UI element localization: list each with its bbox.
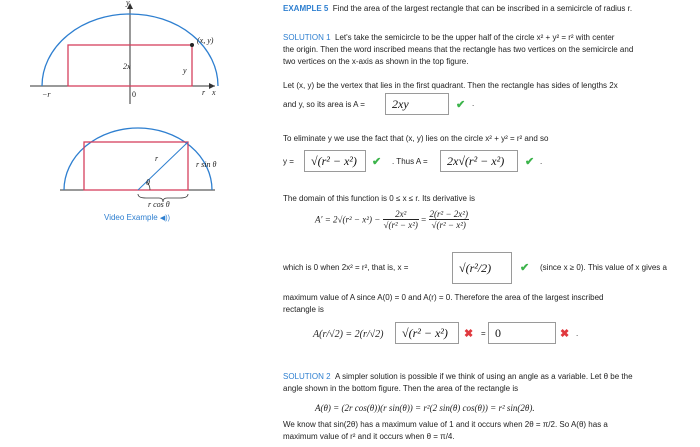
width-label: 2x [123, 62, 131, 71]
period: . [472, 99, 475, 108]
max-box1-value: √(r² − x²) [402, 326, 448, 340]
solution2-p2-line2: maximum value of r² and it occurs when θ = π/4. [283, 432, 455, 441]
solution2-p1-line2: angle shown in the bottom figure. Then the area of the rectangle is [283, 384, 519, 393]
minus-r-label: −r [42, 90, 51, 99]
solution1-p4: The domain of this function is 0 ≤ x ≤ r. Its derivative is [283, 194, 475, 203]
period3: . [576, 329, 579, 338]
area-answer-value: 2xy [392, 97, 409, 111]
solution1-p6-line1: maximum value of A since A(0) = 0 and A(r) = 0. Therefore the area of the largest inscribed [283, 293, 604, 302]
thus-label: . Thus A = [392, 157, 428, 166]
max-box1-cross-icon: ✖ [464, 328, 474, 340]
deriv-lhs: A′ = 2√(r² − x²) − [315, 214, 381, 225]
solution1-p2-line1: Let (x, y) be the vertex that lies in the first quadrant. Then the rectangle has sides of lengths 2x [283, 81, 618, 90]
top-semicircle-diagram [30, 0, 220, 110]
bottom-figure [60, 120, 220, 210]
deriv-frac1-num: 2x² [383, 209, 419, 220]
derivative-equation [315, 209, 469, 230]
speaker-icon: ◀)) [159, 215, 170, 222]
theta-label: θ [146, 178, 150, 187]
x-answer-box[interactable] [452, 252, 512, 284]
y-eq-label: y = [283, 157, 294, 166]
A-answer-value: 2x√(r² − x²) [447, 154, 505, 168]
solution1-p5-post: (since x ≥ 0). This value of x gives a [540, 263, 667, 272]
r-label: r [202, 88, 206, 97]
bottom-rectangle [84, 142, 188, 190]
max-box2[interactable] [488, 322, 556, 344]
vertex-label: (x, y) [197, 36, 214, 45]
top-figure [30, 0, 220, 110]
max-box2-cross-icon: ✖ [560, 328, 570, 340]
max-box2-value: 0 [495, 326, 501, 340]
r-sin-label: r sin θ [196, 160, 217, 169]
video-example-label: Video Example [104, 213, 158, 222]
deriv-frac1 [383, 209, 419, 230]
solution1-p3-line1: To eliminate y we use the fact that (x, y) lies on the circle x² + y² = r² and so [283, 134, 549, 143]
x-answer-value: √(r²/2) [459, 261, 492, 275]
period2: . [540, 157, 543, 166]
y-check-icon: ✔ [372, 156, 382, 168]
example-statement: Find the area of the largest rectangle that can be inscribed in a semicircle of radius r. [332, 4, 633, 13]
solution1-heading: SOLUTION 1 [283, 33, 331, 42]
video-example-link[interactable] [104, 213, 170, 222]
origin-label: 0 [132, 90, 136, 99]
y-answer-value: √(r² − x²) [311, 154, 357, 168]
solution1-p1-line2: the origin. Then the word inscribed means that the rectangle has two vertices on the semicircle and [283, 45, 634, 54]
solution2-formula: A(θ) = (2r cos(θ))(r sin(θ)) = r²(2 sin(θ) cos(θ)) = r² sin(2θ). [315, 403, 535, 413]
bottom-semicircle [64, 128, 212, 190]
x-check-icon: ✔ [520, 262, 530, 274]
area-answer-box[interactable] [385, 93, 449, 115]
solution1-p6-line2: rectangle is [283, 305, 324, 314]
top-y-axis-label: y [126, 0, 130, 7]
y-answer-box[interactable] [304, 150, 366, 172]
max-eq: = [481, 329, 486, 338]
max-lhs: A(r/√2) = 2(r/√2) [313, 329, 384, 340]
x-axis-label: x [212, 88, 216, 97]
A-check-icon: ✔ [525, 156, 535, 168]
deriv-frac2 [429, 209, 469, 230]
solution2-p1-line1: A simpler solution is possible if we think of using an angle as a variable. Let θ be the [335, 372, 633, 381]
solution2-heading: SOLUTION 2 [283, 372, 331, 381]
deriv-eq: = [421, 214, 427, 225]
max-box1[interactable] [395, 322, 459, 344]
height-label: y [183, 66, 187, 75]
radius-label: r [155, 154, 159, 163]
solution1-p1-line3: two vertices on the x-axis as shown in the top figure. [283, 57, 469, 66]
A-answer-box[interactable] [440, 150, 518, 172]
deriv-frac1-den: √(r² − x²) [383, 220, 418, 230]
example-heading: EXAMPLE 5 [283, 4, 329, 13]
deriv-frac2-num: 2(r² − 2x²) [429, 209, 468, 219]
solution1-p5-pre: which is 0 when 2x² = r², that is, x = [283, 263, 409, 272]
solution1-p2-line2: and y, so its area is A = [283, 100, 365, 109]
area-check-icon: ✔ [456, 99, 466, 111]
solution2-p2-line1: We know that sin(2θ) has a maximum value of 1 and it occurs when 2θ = π/2. So A(θ) has a [283, 420, 608, 429]
vertex-point [190, 43, 194, 47]
solution1-p1-line1: Let's take the semicircle to be the upper half of the circle x² + y² = r² with center [335, 33, 615, 42]
deriv-frac2-den: √(r² − x²) [431, 220, 466, 230]
r-cos-label: r cos θ [148, 200, 170, 209]
